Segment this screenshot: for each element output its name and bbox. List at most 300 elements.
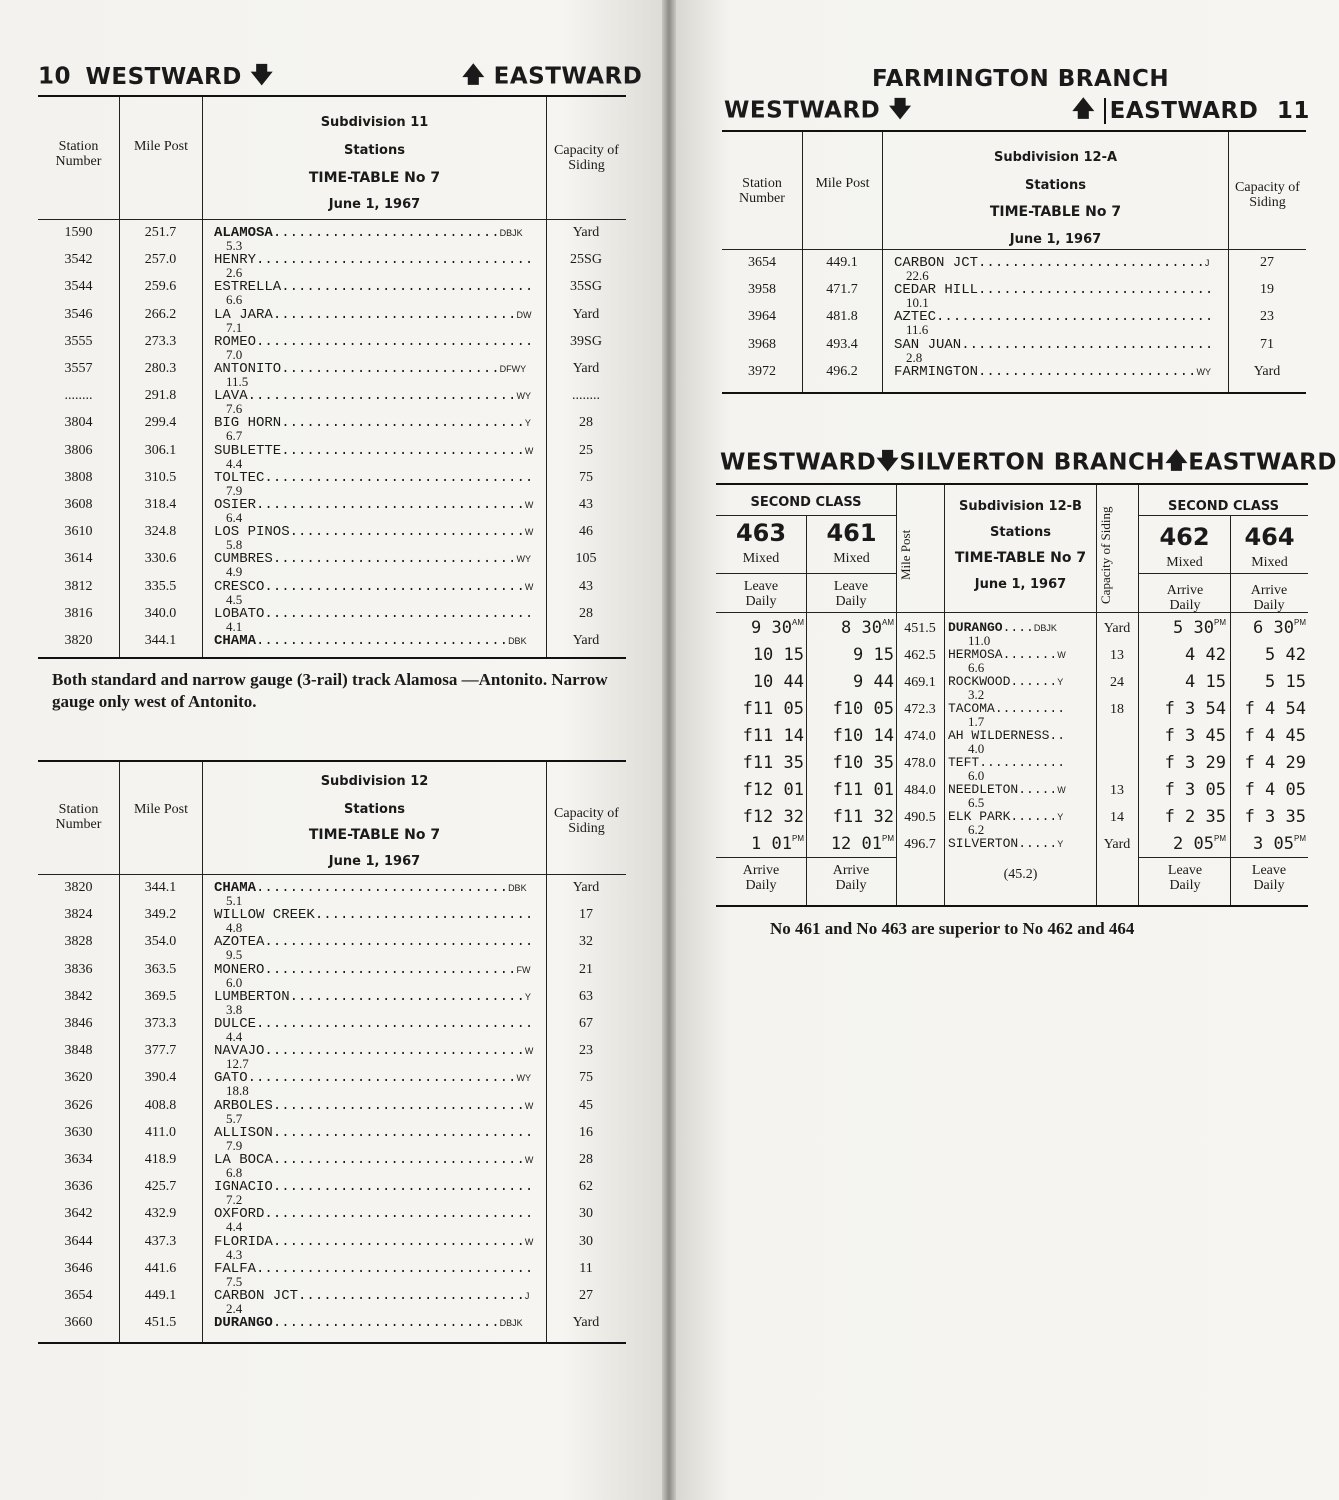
station-name [214, 907, 542, 923]
time-value: f12 32 [742, 807, 804, 827]
time-value: 10 15 [752, 645, 804, 665]
table-row [38, 248, 626, 281]
train-461-arrive: Arrive Daily [832, 863, 870, 893]
col-mile-post: Mile Post [898, 529, 913, 581]
leader-dots: .............................. [264, 961, 517, 978]
station-name-text: FALFA [214, 1260, 257, 1277]
time-value: 9 15 [853, 645, 894, 665]
train-462-time [1140, 699, 1226, 719]
leader-dots: ........................... [272, 1315, 500, 1332]
station-code: W [524, 1046, 534, 1057]
table-row [38, 1148, 626, 1180]
siding-capacity: 39SG [570, 333, 602, 349]
distance-to-next: 4.4 [226, 1029, 243, 1044]
station-number: 3646 [64, 1260, 93, 1276]
table-row [38, 547, 626, 580]
train-461-time [806, 645, 894, 665]
train-464-number: 464 [1244, 523, 1295, 551]
time-value: f11 14 [742, 726, 804, 746]
right-westward-header [724, 92, 912, 130]
station-number: 3614 [64, 551, 93, 567]
distance-to-next: 6.7 [226, 428, 243, 444]
train-463-time [716, 753, 804, 773]
station-name-text: ALLISON [214, 1124, 273, 1141]
station-code: J [1204, 258, 1210, 268]
distance-to-next: 10.1 [906, 295, 929, 311]
table-row [38, 330, 626, 362]
station-name [214, 279, 542, 295]
station-name-text: MONERO [214, 961, 265, 978]
leader-dots: ................................. [256, 1260, 534, 1277]
station-code: W [524, 527, 534, 538]
station-name [894, 337, 1224, 353]
station-code: WY [516, 391, 531, 402]
mile-post: 418.9 [144, 1152, 177, 1167]
table-row [38, 575, 626, 607]
station-name-text: TOLTEC [214, 469, 265, 486]
station-number: 3824 [64, 907, 93, 923]
mile-post: 478.0 [904, 756, 936, 771]
table-row [722, 251, 1306, 283]
siding-capacity: 28 [579, 415, 593, 431]
station-name-text: DULCE [214, 1016, 257, 1032]
subdivision-11-table [38, 95, 626, 659]
station-number: 3546 [64, 306, 93, 322]
eastward-label: EASTWARD [1188, 449, 1337, 476]
station-number: 3620 [64, 1070, 93, 1086]
siding-capacity: 19 [1260, 282, 1274, 298]
table-row [38, 275, 626, 308]
station-name-text: AH WILDERNESS [948, 728, 1050, 743]
station-name-text: WILLOW CREEK [214, 907, 315, 924]
station-name [214, 470, 542, 486]
table-row [38, 1094, 626, 1126]
eastward-label: EASTWARD [1104, 98, 1259, 124]
leader-dots: .......................... [978, 363, 1197, 380]
distance-to-next: 6.8 [226, 1165, 243, 1180]
time-value: f 4 05 [1244, 780, 1306, 800]
left-page-header [38, 58, 273, 96]
leader-dots: .............................. [272, 1233, 525, 1250]
stations-label: Stations [990, 525, 1051, 540]
station-name [214, 1125, 542, 1141]
table-row [38, 357, 626, 389]
timetable-date: June 1, 1967 [974, 577, 1067, 592]
mile-post: 496.7 [904, 837, 936, 852]
siding-capacity: 35SG [570, 279, 602, 295]
train-464-time [1230, 834, 1306, 854]
station-number: 3660 [64, 1315, 93, 1331]
mile-post: 411.0 [145, 1124, 176, 1140]
table-row [38, 1039, 626, 1072]
station-number: 3968 [748, 336, 776, 352]
table-row [38, 1121, 626, 1153]
station-name [214, 524, 542, 540]
distance-to-next: 4.5 [226, 591, 243, 607]
leader-dots: ...... [1010, 809, 1058, 824]
station-name-text: DURANGO [948, 620, 1003, 635]
station-number: 3836 [64, 961, 93, 977]
mile-post: 324.8 [144, 524, 177, 540]
leader-dots: ............................. [281, 442, 525, 459]
siding-capacity: 75 [579, 469, 593, 485]
timetable-label: TIME-TABLE No 7 [308, 827, 441, 843]
distance-to-next: 7.9 [226, 482, 243, 498]
station-code: W [524, 1100, 534, 1111]
mile-post: 496.2 [826, 363, 858, 379]
distance-to-next: 6.2 [968, 822, 985, 837]
station-number: 3820 [64, 880, 93, 895]
station-name [214, 334, 542, 350]
subdivision-title: Subdivision 12 [320, 774, 429, 789]
leader-dots: ........................... [978, 255, 1205, 271]
station-name-text: BIG HORN [214, 415, 282, 432]
mile-post: 390.4 [144, 1070, 177, 1086]
distance-to-next: 2.4 [226, 1301, 243, 1316]
train-464-arrive: Arrive Daily [1250, 583, 1288, 613]
mile-post: 472.3 [904, 702, 936, 717]
table-row [38, 303, 626, 335]
leader-dots: ........................... [272, 225, 500, 241]
distance-to-next: 11.0 [968, 633, 991, 648]
time-value: f 3 05 [1164, 780, 1226, 800]
mile-post: 280.3 [144, 361, 177, 376]
station-name-text: TEFT [948, 755, 980, 770]
siding-capacity: 46 [579, 524, 593, 540]
station-code: Y [524, 418, 531, 429]
superior-note: No 461 and No 463 are superior to No 462 and 464 [770, 919, 1135, 938]
siding-capacity: 30 [579, 1233, 593, 1249]
station-name [214, 1098, 542, 1114]
book-gutter [662, 0, 676, 1500]
station-name-text: ROCKWOOD [948, 674, 1011, 689]
train-463-arrive: Arrive Daily [742, 863, 780, 893]
station-name-text: OSIER [214, 497, 257, 513]
mile-post: 259.6 [144, 279, 177, 295]
time-value: 2 05 [1173, 834, 1214, 854]
station-name [214, 934, 542, 950]
leader-dots: .............................. [961, 336, 1214, 353]
leader-dots: ........................... [298, 1288, 525, 1304]
train-463-number: 463 [735, 519, 787, 547]
station-name [214, 1261, 542, 1277]
distance-to-next: 6.5 [968, 795, 985, 810]
mile-post: 318.4 [144, 497, 177, 512]
leader-dots: ............................... [272, 1124, 534, 1141]
time-value: 10 44 [752, 672, 804, 692]
table-row [716, 696, 1308, 729]
station-name-text: AZTEC [894, 309, 937, 326]
mile-post: 474.0 [904, 729, 936, 744]
siding-capacity: 27 [1260, 255, 1274, 270]
station-number: 3544 [64, 279, 93, 295]
station-code: W [1057, 650, 1066, 660]
station-code: W [524, 581, 534, 592]
siding-capacity: 18 [1110, 702, 1124, 717]
station-name-text: SAN JUAN [894, 336, 962, 353]
leader-dots: ................................. [256, 333, 534, 350]
train-462-time [1140, 780, 1226, 800]
train-462-arrive: Arrive Daily [1166, 583, 1204, 613]
station-name [214, 1234, 542, 1250]
station-name-text: FLORIDA [214, 1233, 273, 1250]
station-name [894, 364, 1224, 380]
station-code: DBK [508, 636, 527, 646]
leader-dots: .............................. [256, 880, 509, 896]
station-name-text: CARBON JCT [214, 1288, 299, 1304]
col-capacity: Capacity of Siding [1098, 506, 1113, 604]
col-mile-post: Mile Post [133, 139, 189, 154]
train-464-time [1230, 780, 1306, 800]
siding-capacity: 25 [579, 442, 593, 458]
station-name [214, 1016, 542, 1032]
station-number: 3808 [64, 469, 93, 485]
station-name [214, 443, 542, 459]
siding-capacity: 30 [579, 1206, 593, 1222]
station-number: 3608 [64, 497, 93, 512]
leader-dots: ............................. [272, 306, 517, 323]
station-name [894, 282, 1224, 298]
leader-dots: .............................. [272, 1097, 525, 1114]
mile-post: 493.4 [826, 336, 858, 352]
station-code: DBK [508, 883, 527, 893]
time-value: f11 05 [742, 699, 804, 719]
time-value: 9 30 [751, 618, 792, 638]
table-row [716, 669, 1308, 702]
station-name-text: ROMEO [214, 333, 257, 350]
station-number: 3634 [64, 1152, 93, 1167]
silverton-branch-title: SILVERTON BRANCH [899, 449, 1166, 476]
distance-to-next: 9.5 [226, 947, 243, 963]
time-value: 3 05 [1253, 834, 1294, 854]
timetable-date: June 1, 1967 [328, 197, 421, 212]
time-value: f 4 45 [1244, 726, 1306, 746]
train-464-time [1230, 807, 1306, 827]
station-number: 3636 [64, 1179, 93, 1195]
station-name-text: CHAMA [214, 880, 257, 896]
train-464-time [1230, 726, 1306, 746]
siding-capacity: 11 [579, 1260, 593, 1276]
station-number: 3816 [64, 605, 93, 621]
distance-to-next: 6.4 [226, 510, 243, 525]
mile-post: 441.6 [144, 1260, 177, 1276]
station-number: 3557 [64, 361, 93, 376]
total-distance: (45.2) [1003, 867, 1038, 882]
station-name [214, 1315, 542, 1331]
station-name-text: HERMOSA [948, 647, 1003, 662]
station-name-text: ARBOLES [214, 1097, 273, 1114]
distance-to-next: 1.7 [968, 714, 985, 729]
station-code: Y [524, 991, 531, 1002]
mile-post: 408.8 [144, 1097, 177, 1113]
siding-capacity: ........ [572, 388, 600, 404]
timetable-label: TIME-TABLE No 7 [308, 170, 441, 186]
table-row [716, 642, 1308, 675]
leader-dots: ....... [1002, 647, 1058, 662]
time-value: f11 32 [832, 807, 894, 827]
westward-label: WESTWARD [85, 63, 242, 90]
station-name [214, 1070, 542, 1086]
table-row [38, 958, 626, 990]
station-number: 3846 [64, 1016, 93, 1031]
station-name-text: IGNACIO [214, 1179, 273, 1196]
leader-dots: ................................ [256, 497, 525, 513]
distance-to-next: 4.4 [226, 1219, 243, 1235]
distance-to-next: 7.0 [226, 346, 243, 362]
station-code: DBJK [499, 228, 523, 238]
train-463-time [716, 726, 804, 746]
table-row [38, 1066, 626, 1099]
distance-to-next: 5.7 [226, 1110, 243, 1126]
mile-post: 449.1 [144, 1288, 177, 1303]
siding-capacity: 32 [579, 934, 593, 950]
train-461-time [806, 618, 894, 638]
leader-dots: .............................. [281, 279, 534, 296]
siding-capacity: 28 [579, 1152, 593, 1167]
station-number: 3804 [64, 415, 93, 431]
train-461-time [806, 807, 894, 827]
mile-post: 340.0 [144, 605, 177, 621]
station-code: WY [516, 554, 531, 565]
table-row [38, 411, 626, 444]
table-row [38, 384, 626, 417]
train-464-time [1230, 753, 1306, 773]
station-number: 3964 [748, 309, 776, 325]
train-461-number: 461 [826, 519, 877, 547]
station-name [214, 307, 542, 323]
table-row [722, 278, 1306, 311]
siding-capacity: Yard [1253, 363, 1281, 379]
mile-post: 257.0 [144, 252, 177, 268]
station-name-text: LA JARA [214, 306, 273, 323]
subdivision-title: Subdivision 11 [320, 115, 429, 130]
train-462-time [1140, 672, 1226, 692]
left-eastward-header [462, 58, 642, 96]
col-capacity: Capacity of Siding [554, 806, 619, 836]
station-name [894, 309, 1224, 325]
distance-to-next: 4.0 [968, 741, 985, 756]
station-number: 3820 [64, 633, 93, 648]
westward-label: WESTWARD [720, 449, 877, 476]
station-code: WY [1196, 366, 1211, 377]
mile-post: 354.0 [144, 934, 177, 950]
siding-capacity: 23 [579, 1043, 593, 1059]
station-name-text: OXFORD [214, 1206, 265, 1223]
distance-to-next: 5.1 [226, 893, 243, 908]
table-row [38, 876, 626, 908]
page-number: 10 [38, 63, 72, 90]
train-463-time [716, 834, 804, 854]
time-value: f11 01 [832, 780, 894, 800]
distance-to-next: 3.2 [968, 687, 985, 702]
station-code: DBJK [499, 1318, 523, 1329]
subdivision-12a-table [722, 130, 1306, 394]
station-name [948, 836, 1094, 851]
leader-dots: ................................. [256, 1016, 534, 1032]
mile-post: 451.5 [144, 1315, 177, 1331]
siding-capacity: Yard [1103, 621, 1131, 636]
train-462-time [1140, 645, 1226, 665]
station-number: 3654 [748, 255, 776, 270]
siding-capacity: 13 [1110, 783, 1124, 798]
farmington-branch-title: FARMINGTON BRANCH [872, 66, 1170, 92]
mile-post: 291.8 [144, 388, 177, 404]
siding-capacity: Yard [572, 880, 600, 895]
mile-post: 349.2 [144, 907, 177, 923]
station-number: 3958 [748, 282, 776, 298]
mile-post: 481.8 [826, 309, 858, 325]
leader-dots: ............................... [264, 1043, 525, 1060]
mile-post: 432.9 [144, 1206, 177, 1222]
leader-dots: .............................. [272, 1152, 525, 1168]
train-464-time [1230, 672, 1306, 692]
table-row [716, 723, 1308, 756]
station-number: 1590 [64, 225, 93, 240]
train-462-time [1140, 753, 1226, 773]
westward-label: WESTWARD [724, 97, 881, 124]
siding-capacity: Yard [572, 633, 600, 648]
mile-post: 310.5 [144, 469, 177, 485]
time-value: f 3 29 [1164, 753, 1226, 773]
station-number: 3806 [64, 442, 93, 458]
mile-post: 471.7 [826, 282, 858, 298]
train-461-time [806, 834, 894, 854]
am-pm-marker: AM [792, 618, 804, 627]
table-row [38, 1230, 626, 1262]
col-mile-post: Mile Post [815, 176, 870, 191]
time-value: f12 01 [742, 780, 804, 800]
station-code: Y [1057, 839, 1064, 849]
station-number: 3654 [64, 1288, 93, 1303]
timetable-date: June 1, 1967 [1009, 232, 1102, 247]
mile-post: 363.5 [144, 961, 177, 977]
time-value: 4 15 [1185, 672, 1226, 692]
leader-dots: ................................ [247, 388, 517, 405]
train-463-time [716, 807, 804, 827]
table-row [38, 903, 626, 936]
leader-dots: .............................. [256, 633, 509, 649]
table-row [38, 629, 626, 656]
time-value: 12 01 [830, 834, 882, 854]
station-name-text: LA BOCA [214, 1152, 273, 1168]
train-463-time [716, 672, 804, 692]
station-name [214, 551, 542, 567]
siding-capacity: 67 [579, 1016, 593, 1031]
am-pm-marker: PM [792, 834, 804, 843]
mile-post: 266.2 [144, 306, 177, 322]
station-code: DFWY [499, 364, 527, 374]
time-value: f 3 54 [1164, 699, 1226, 719]
station-name [214, 225, 542, 241]
leader-dots: .. [1049, 728, 1066, 743]
train-463-leave: Leave Daily [743, 579, 779, 609]
down-arrow-icon: 🡇 [888, 97, 912, 122]
silverton-header [720, 444, 1337, 482]
train-461-leave: Leave Daily [833, 579, 869, 609]
leader-dots: ......... [994, 701, 1066, 716]
distance-to-next: 7.6 [226, 401, 243, 417]
station-name-text: AZOTEA [214, 934, 265, 951]
col-station-number: Station Number [55, 139, 102, 169]
page-number: 11 [1276, 97, 1310, 124]
am-pm-marker: PM [1214, 618, 1226, 627]
time-value: 9 44 [853, 672, 894, 692]
table-row [716, 804, 1308, 837]
station-name [214, 252, 542, 268]
station-name [214, 361, 542, 377]
table-row [722, 305, 1306, 338]
distance-to-next: 4.9 [226, 564, 243, 580]
